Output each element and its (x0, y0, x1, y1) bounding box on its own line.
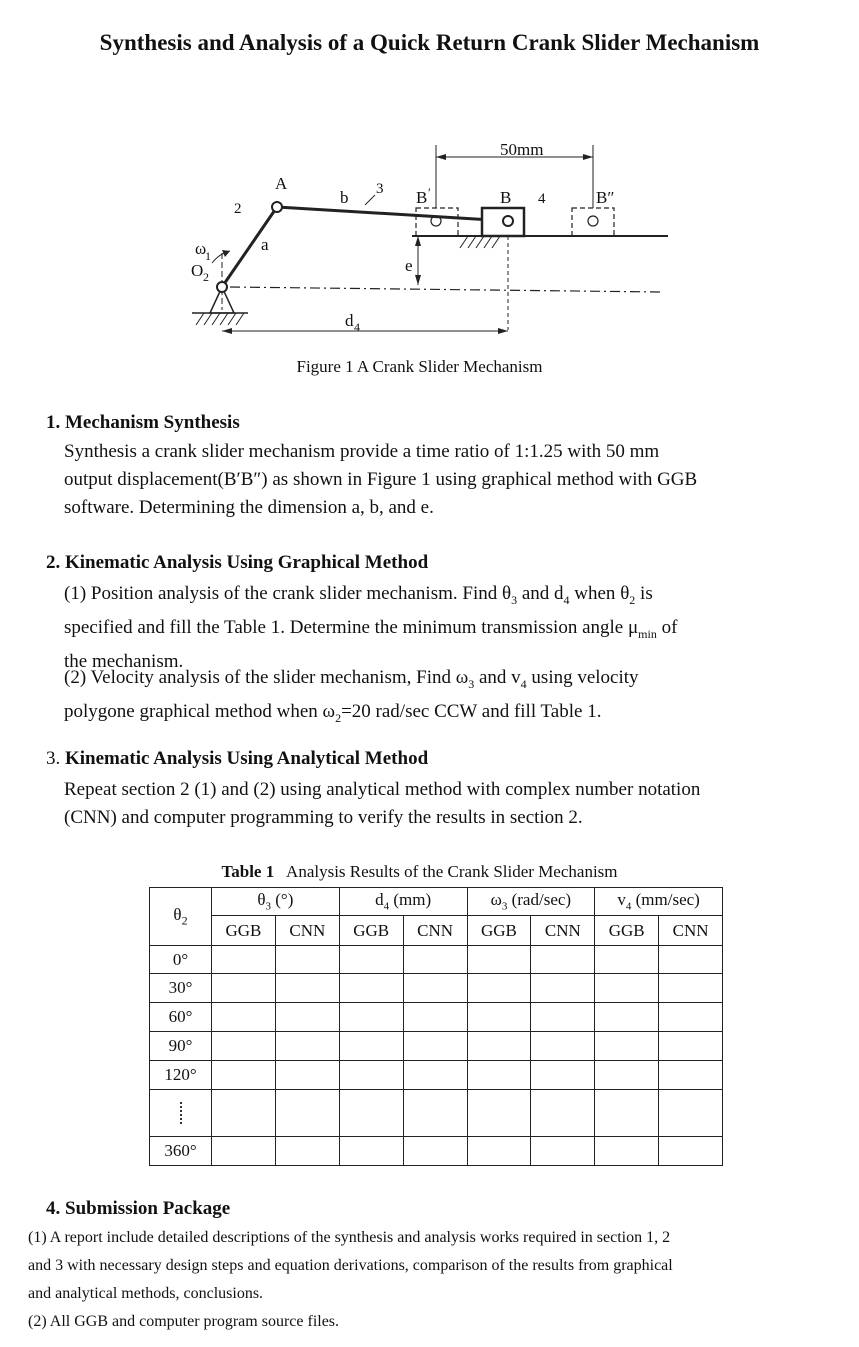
table-row: 120° (150, 1061, 723, 1090)
crank-link-a (222, 207, 277, 287)
section-3-body: Repeat section 2 (1) and (2) using analytical method with complex number notation (CNN) and computer programming to verify the results in section 2. (64, 779, 701, 828)
mechanism-figure (160, 135, 680, 347)
svg-text:4: 4 (538, 191, 546, 207)
table-row (150, 1090, 723, 1137)
page-title: Synthesis and Analysis of a Quick Return Crank Slider Mechanism (99, 30, 760, 55)
table-row: 360° (150, 1137, 723, 1166)
theta3-header: $\theta_3$ (°) (212, 888, 340, 916)
section-1-heading: 1. Mechanism Synthesis (46, 412, 240, 433)
svg-text:B: B (416, 188, 428, 207)
v4-header: $v_4$ (mm/sec) (595, 888, 723, 916)
table-row: 60° (150, 1003, 723, 1032)
svg-text:′: ′ (428, 185, 431, 200)
section-3-heading: 3. Kinematic Analysis Using Analytical Method (46, 748, 429, 769)
svg-text:e: e (405, 256, 413, 275)
section-2-part-2: (2) Velocity analysis of the slider mechanism, Find $\omega_3$ and $v_4$ using velocity polygone graphical method when $\omega_2=20$ rad/sec CCW and fill Table 1. (64, 667, 639, 725)
section-2-part-1: (1) Position analysis of the crank slider mechanism. Find $\theta_3$ and $d_4$ when $\theta_2$ is specified and fill the Table 1. Determine the minimum transmission angle $\mu_{min}$ of the mechanism. (64, 583, 678, 672)
section-2-heading: 2. Kinematic Analysis Using Graphical Method (46, 552, 429, 573)
table-row: 90° (150, 1032, 723, 1061)
svg-text:A: A (275, 174, 288, 193)
ellipsis-dots (180, 1102, 182, 1124)
pivot-O2 (217, 282, 227, 292)
section-4-heading: 4. Submission Package (46, 1198, 231, 1219)
joint-A (272, 202, 282, 212)
svg-text:a: a (261, 235, 269, 254)
theta2-header: $\theta_2$ (150, 888, 212, 946)
d4-header: $d_4$ (mm) (339, 888, 467, 916)
svg-text:ω: ω (195, 239, 207, 258)
svg-text:d: d (345, 311, 354, 330)
svg-text:b: b (340, 188, 349, 207)
figure-caption: Figure 1 A Crank Slider Mechanism (296, 357, 543, 376)
svg-text:O: O (191, 261, 204, 280)
svg-text:1: 1 (205, 249, 211, 263)
table-row: 0° (150, 946, 723, 974)
svg-text:2: 2 (203, 270, 209, 284)
coupler-link-b (277, 207, 508, 221)
table-caption: Table 1 Analysis Results of the Crank Slider Mechanism (221, 862, 618, 881)
svg-text:B″: B″ (596, 188, 615, 207)
results-table: $\theta_2$ $\theta_3$ (°) $d_4$ (mm) $\omega_3$ (rad/sec) $v_4$ (mm/sec) GGB CNN GGB CNN GGB CNN GGB CNN 0° 30° 60° 90° 120° 360° (149, 887, 723, 1166)
label-50mm: 50mm (500, 140, 544, 159)
table-row: 30° (150, 974, 723, 1003)
ground-centerline (230, 287, 660, 292)
svg-text:2: 2 (234, 201, 242, 217)
section-1-body: Synthesis a crank slider mechanism provide a time ratio of 1:1.25 with 50 mm output displacement(B′B″) as shown in Figure 1 using graphical method with GGB software. Determining the dimension a, b, and e. (64, 441, 698, 518)
section-4-body: (1) A report include detailed descriptions of the synthesis and analysis works required in section 1, 2 and 3 with necessary design steps and equation derivations, comparison of the results from graphical and analytical methods, conclusions. (2) All GGB and computer program source files. (28, 1229, 673, 1330)
svg-text:3: 3 (376, 181, 384, 197)
svg-text:4: 4 (354, 320, 360, 334)
svg-text:B: B (500, 188, 512, 207)
omega3-header: $\omega_3$ (rad/sec) (467, 888, 595, 916)
